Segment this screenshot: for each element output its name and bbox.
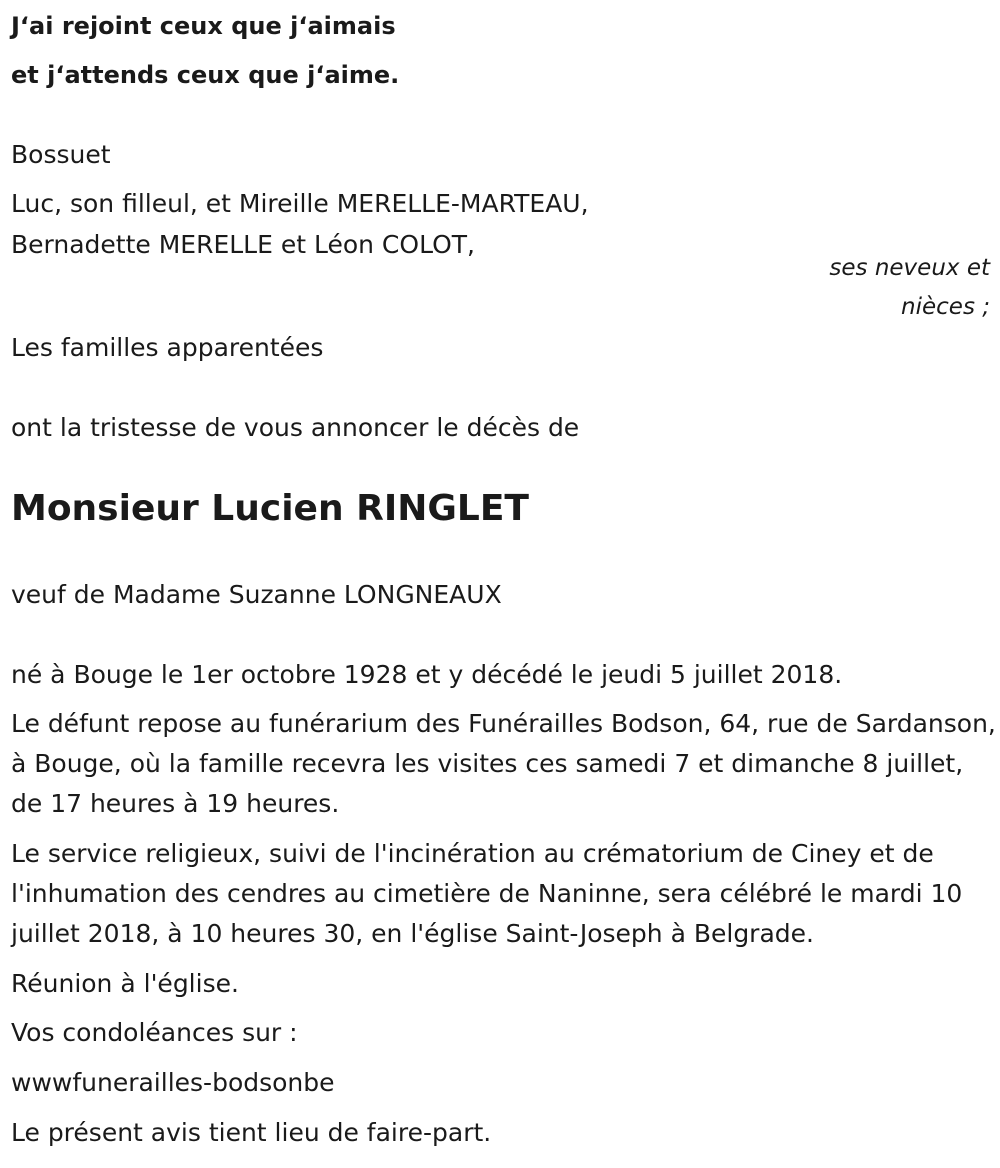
website-link[interactable]: wwwfunerailles-bodsonbe [11, 1068, 335, 1097]
family-line-1: Luc, son filleul, et Mireille MERELLE-MARTEAU, [11, 189, 589, 218]
deceased-spouse: veuf de Madame Suzanne LONGNEAUX [11, 580, 502, 609]
announcement: ont la tristesse de vous annoncer le décès de [11, 413, 580, 442]
deceased-name: Monsieur Lucien RINGLET [11, 488, 529, 529]
service-paragraph: Le service religieux, suivi de l'incinération au crématorium de Ciney et de l'inhumation des cendres au cimetière de Naninne, sera célébré le mardi 10 juillet 2018, à 10 heures 30, en l'église Saint-Joseph à Belgrade. [11, 839, 963, 948]
epitaph-line-1: J‘ai rejoint ceux que j‘aimais [11, 12, 396, 40]
relation-line-2: nièces ; [901, 294, 990, 320]
family-relatives: Les familles apparentées [11, 333, 324, 362]
epitaph-line-2: et j‘attends ceux que j‘aime. [11, 61, 400, 89]
family-place: Bossuet [11, 140, 111, 169]
birth-death: né à Bouge le 1er octobre 1928 et y décédé le jeudi 5 juillet 2018. [11, 660, 843, 689]
notice: Le présent avis tient lieu de faire-part. [11, 1118, 492, 1147]
meeting-note: Réunion à l'église. [11, 969, 239, 998]
relation-line-1: ses neveux et [829, 255, 990, 281]
condolences-label: Vos condoléances sur : [11, 1018, 298, 1047]
visitation-paragraph: Le défunt repose au funérarium des Funérailles Bodson, 64, rue de Sardanson, à Bouge, où la famille recevra les visites ces samedi 7 et dimanche 8 juillet, de 17 heures à 19 heures. [11, 709, 996, 818]
family-line-2: Bernadette MERELLE et Léon COLOT, [11, 230, 476, 259]
